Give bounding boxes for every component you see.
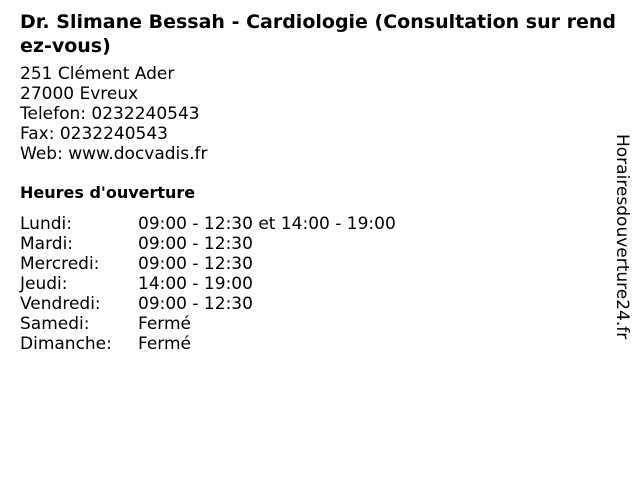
fax-number: Fax: 0232240543 [20,124,168,144]
hours-heading: Heures d'ouverture [20,183,196,202]
day-label: Mercredi: [20,254,100,274]
hours-value: 14:00 - 19:00 [138,274,253,294]
page-title: Dr. Slimane Bessah - Cardiologie (Consultation sur rendez-vous) [20,11,617,57]
day-label: Mardi: [20,234,74,254]
hours-value: 09:00 - 12:30 [138,294,253,314]
day-label: Vendredi: [20,294,101,314]
day-label: Lundi: [20,214,72,234]
side-brand-text: Horairesdouverture24.fr [612,134,632,340]
address-block [20,64,208,164]
side-brand-watermark [612,134,632,344]
website: Web: www.docvadis.fr [20,144,208,164]
street-address: 251 Clément Ader [20,64,175,84]
day-label: Samedi: [20,314,90,334]
hours-value: 09:00 - 12:30 [138,234,253,254]
phone-number: Telefon: 0232240543 [20,104,200,124]
hours-value: Fermé [138,334,192,354]
hours-value: 09:00 - 12:30 [138,254,253,274]
day-label: Dimanche: [20,334,112,354]
hours-value: Fermé [138,314,192,334]
hours-value: 09:00 - 12:30 et 14:00 - 19:00 [138,214,396,234]
day-label: Jeudi: [20,274,68,294]
city-postcode: 27000 Evreux [20,84,139,104]
